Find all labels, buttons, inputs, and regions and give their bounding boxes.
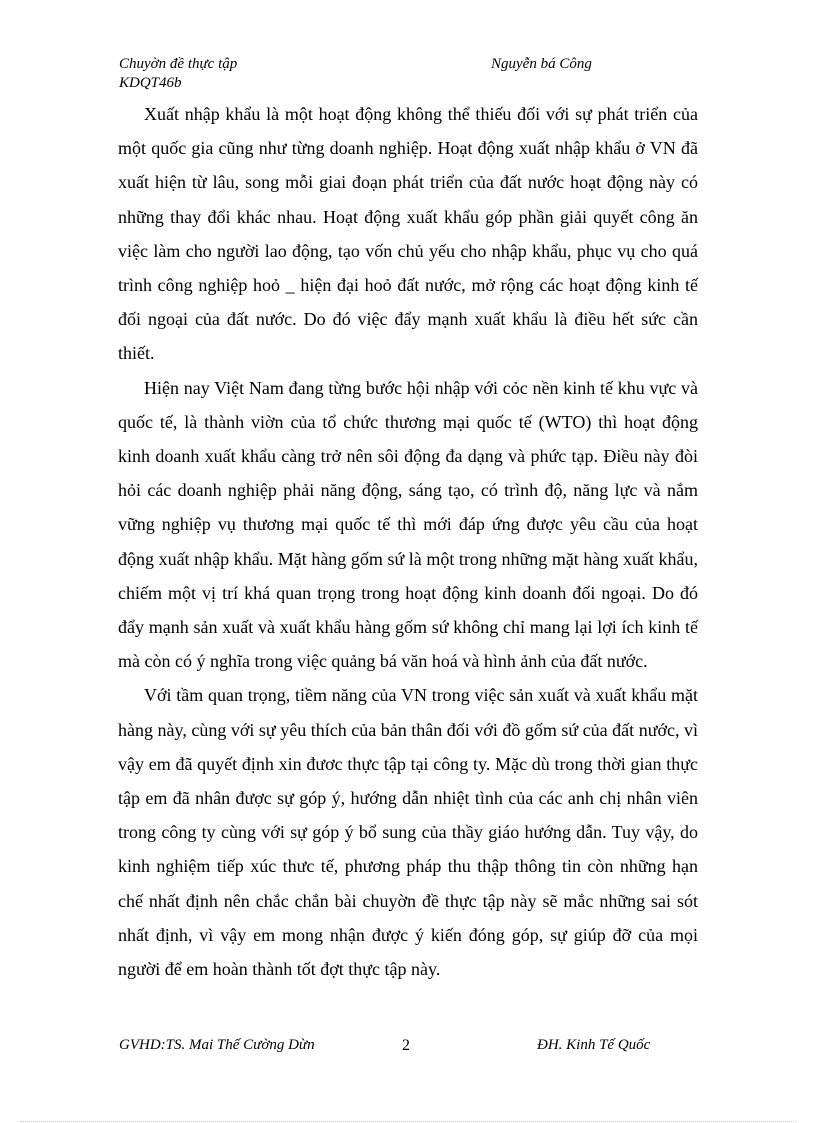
document-body — [118, 97, 698, 986]
bottom-divider — [20, 1121, 796, 1122]
paragraph-context: Hiện nay Việt Nam đang từng bước hội nhập với cỏc nền kinh tế khu vực và quốc tế, là thành viờn của tổ chức thương mại quốc tế (WTO) thì hoạt động kinh doanh xuất khẩu càng trở nên sôi động đa dạng và phức tạp. Điều này đòi hỏi các doanh nghiệp phải năng động, sáng tạo, có trình độ, năng lực và nắm vững nghiệp vụ thương mại quốc tế thì mới đáp ứng được yêu cầu của hoạt động xuất nhập khẩu. Mặt hàng gốm sứ là một trong những mặt hàng xuất khẩu, chiếm một vị trí khá quan trọng trong hoạt động kinh doanh đối ngoại. Do đó đẩy mạnh sản xuất và xuất khẩu hàng gốm sứ không chỉ mang lại lợi ích kinh tế mà còn có ý nghĩa trong việc quảng bá văn hoá và hình ảnh của đất nước. — [118, 377, 698, 672]
footer-university: ĐH. Kinh Tế Quốc — [537, 1037, 651, 1053]
paragraph-motivation: Với tầm quan trọng, tiềm năng của VN trong việc sản xuất và xuất khẩu mặt hàng này, cùng với sự yêu thích của bản thân đối với đồ gốm sứ của đất nước, vì vậy em đã quyết định xin đươc thực tập tại công ty. Mặc dù trong thời gian thực tập em đã nhân được sự góp ý, hướng dẫn nhiệt tình của các anh chị nhân viên trong công ty cùng với sự góp ý bổ sung của thầy giáo hướng dẫn. Tuy vậy, do kinh nghiệm tiếp xúc thưc tế, phương pháp thu thập thông tin còn những hạn chế nhất định nên chắc chắn bài chuyờn đề thực tập này sẽ mắc những sai sót nhất định, vì vậy em mong nhận được ý kiến đóng góp, sự giúp đỡ của mọi người để em hoàn thành tốt đợt thực tập này. — [118, 685, 698, 980]
page-number: 2 — [402, 1037, 410, 1054]
header-topic: Chuyờn đề thực tập — [119, 56, 238, 72]
header-author: Nguyễn bá Công — [491, 56, 592, 72]
header-class: KDQT46b — [119, 75, 182, 91]
paragraph-intro: Xuất nhập khẩu là một hoạt động không thể thiếu đối với sự phát triển của một quốc gia cũng như từng doanh nghiệp. Hoạt động xuất nhập khẩu ở VN đã xuất hiện từ lâu, song mỗi giai đoạn phát triển của đất nước hoạt động này có những thay đổi khác nhau. Hoạt động xuất khẩu góp phần giải quyết công ăn việc làm cho người lao động, tạo vốn chủ yếu cho nhập khẩu, phục vụ cho quá trình công nghiệp hoỏ _ hiện đại hoỏ đất nước, mở rộng các hoạt động kinh tế đối ngoại của đất nước. Do đó việc đẩy mạnh xuất khẩu là điều hết sức cần thiết. — [118, 104, 698, 364]
footer-supervisor: GVHD:TS. Mai Thế Cường Dừn — [119, 1037, 315, 1053]
